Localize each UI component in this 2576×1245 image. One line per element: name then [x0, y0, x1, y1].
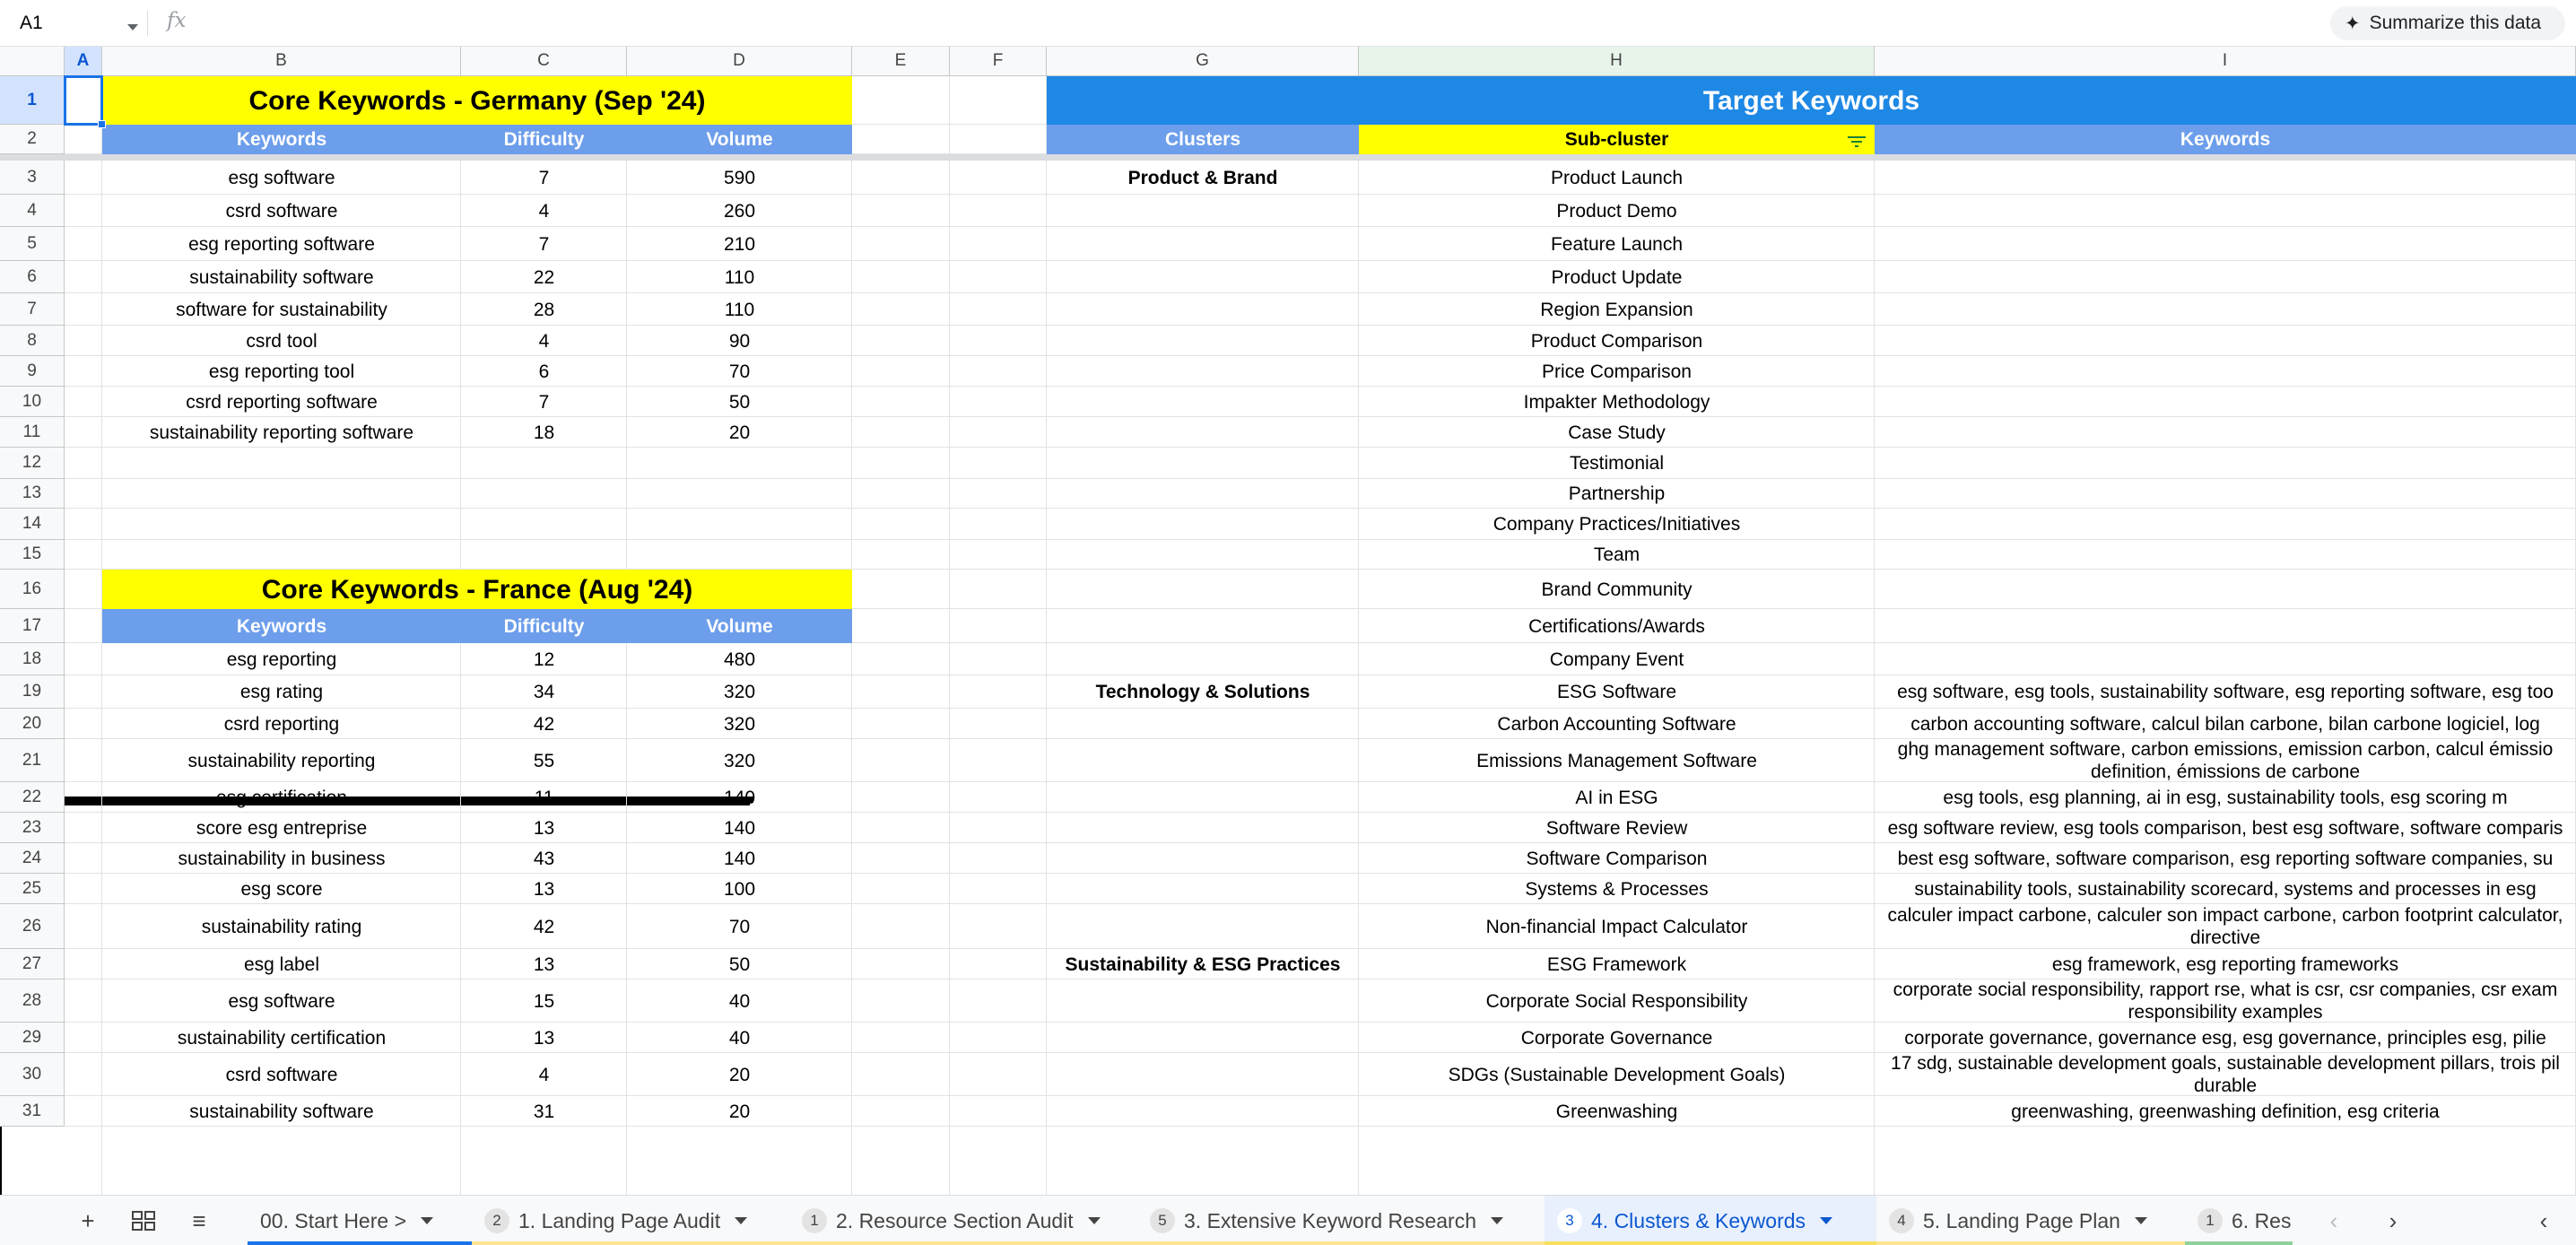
column-header-a[interactable]: A [65, 47, 102, 76]
add-sheet-icon[interactable]: + [81, 1206, 95, 1234]
difficulty-cell[interactable]: 34 [533, 682, 555, 702]
all-sheets-icon[interactable] [129, 1208, 158, 1233]
column-header-f[interactable]: F [950, 47, 1047, 76]
sub-cluster-cell[interactable]: Product Launch [1550, 167, 1684, 188]
tab-label: 6. Res [2232, 1208, 2292, 1232]
target-keywords-cell[interactable]: calculer impact carbone, calculer son impact carbone, carbon footprint calculator, directive [1887, 905, 2563, 948]
difficulty-cell[interactable]: 31 [533, 1101, 555, 1122]
target-keywords-cell[interactable]: carbon accounting software, calcul bilan carbone, bilan carbone logiciel, log [1910, 713, 2540, 735]
filter-icon[interactable] [1848, 132, 1866, 146]
keyword-cell[interactable]: csrd tool [246, 330, 318, 352]
tab-count-badge: 5 [1150, 1208, 1175, 1233]
volume-cell[interactable]: 50 [728, 953, 751, 975]
sub-cluster-cell[interactable]: Product Comparison [1530, 330, 1703, 352]
sub-cluster-cell[interactable]: Certifications/Awards [1528, 615, 1705, 637]
freeze-line[interactable] [0, 154, 2576, 161]
target-keywords-cell[interactable]: esg software review, esg tools comparison, best esg software, software comparis [1887, 817, 2563, 839]
chevron-down-icon[interactable] [1491, 1217, 1503, 1224]
tab-count-badge: 2 [484, 1208, 509, 1233]
table-title-france: Core Keywords - France (Aug '24) [102, 570, 852, 609]
keyword-cell[interactable]: sustainability certification [177, 1027, 387, 1049]
sub-cluster-cell[interactable]: Software Comparison [1526, 848, 1708, 869]
summarize-label: Summarize this data [2369, 13, 2542, 33]
tab-color-underline [1876, 1241, 2185, 1245]
sub-cluster-cell[interactable]: SDGs (Sustainable Development Goals) [1448, 1064, 1786, 1085]
column-label: Volume [627, 125, 852, 154]
difficulty-cell[interactable]: 13 [533, 1027, 555, 1049]
sparkle-icon: ✦ [2345, 13, 2361, 34]
row-header-4[interactable]: 4 [0, 195, 65, 227]
row-header-28[interactable]: 28 [0, 979, 65, 1023]
keyword-cell[interactable]: esg software [228, 167, 335, 188]
target-keywords-cell[interactable]: corporate social responsibility, rapport rse, what is csr, csr companies, csr exam responsibility examples [1893, 979, 2558, 1023]
keyword-cell[interactable]: sustainability software [189, 1101, 374, 1122]
volume-cell[interactable]: 140 [723, 787, 756, 808]
volume-cell[interactable]: 210 [723, 233, 756, 255]
keyword-cell[interactable]: sustainability reporting [187, 750, 376, 771]
summarize-data-button[interactable] [2330, 6, 2565, 40]
row-header-29[interactable]: 29 [0, 1023, 65, 1053]
sub-cluster-cell[interactable]: Case Study [1568, 422, 1666, 443]
table-title-germany: Core Keywords - Germany (Sep '24) [102, 76, 852, 125]
select-all-corner[interactable] [0, 47, 65, 76]
keyword-cell[interactable]: esg label [243, 953, 320, 975]
keyword-cell[interactable]: esg certification [216, 787, 347, 808]
tab-color-underline [789, 1241, 1137, 1245]
formula-bar [0, 0, 2576, 47]
column-header-i[interactable]: I [1875, 47, 2576, 76]
tab-color-underline [1545, 1241, 1876, 1245]
difficulty-cell[interactable]: 42 [533, 713, 555, 735]
sheet-tab[interactable] [1545, 1196, 1876, 1245]
sheet-tab[interactable] [472, 1196, 789, 1245]
keyword-cell[interactable]: sustainability software [189, 266, 374, 288]
row-header-30[interactable]: 30 [0, 1053, 65, 1096]
chevron-left-icon[interactable]: ‹ [2329, 1206, 2338, 1234]
volume-cell[interactable]: 100 [723, 878, 756, 900]
sub-cluster-cell[interactable]: Feature Launch [1550, 233, 1684, 255]
sub-cluster-cell[interactable]: Price Comparison [1542, 361, 1692, 382]
target-keywords-cell[interactable]: sustainability tools, sustainability scorecard, systems and processes in esg [1914, 878, 2537, 900]
row-header-21[interactable]: 21 [0, 739, 65, 782]
target-keywords-cell[interactable]: greenwashing, greenwashing definition, esg criteria [2011, 1101, 2440, 1122]
row-header-26[interactable]: 26 [0, 904, 65, 949]
row-header-3[interactable]: 3 [0, 161, 65, 195]
sub-cluster-cell[interactable]: Region Expansion [1540, 299, 1693, 320]
sub-cluster-cell[interactable]: Corporate Governance [1520, 1027, 1713, 1049]
tab-count-badge: 1 [802, 1208, 827, 1233]
row-header-13[interactable]: 13 [0, 479, 65, 509]
chevron-down-icon[interactable] [1820, 1217, 1832, 1224]
column-header-b[interactable]: B [102, 47, 461, 76]
sub-cluster-cell[interactable]: Brand Community [1541, 579, 1693, 600]
cluster-cell[interactable]: Sustainability & ESG Practices [1065, 953, 1341, 975]
sub-cluster-cell[interactable]: Company Practices/Initiatives [1493, 514, 1741, 535]
difficulty-cell[interactable]: 6 [538, 361, 550, 382]
difficulty-cell[interactable]: 13 [533, 953, 555, 975]
difficulty-cell[interactable]: 22 [533, 266, 555, 288]
tab-label: 1. Landing Page Audit [518, 1208, 721, 1232]
keyword-cell[interactable]: software for sustainability [176, 299, 387, 320]
volume-cell[interactable]: 320 [723, 713, 756, 735]
name-box[interactable] [9, 7, 144, 39]
volume-cell[interactable]: 50 [728, 391, 751, 413]
volume-cell[interactable]: 320 [723, 750, 756, 771]
column-gridline [1046, 76, 1047, 1195]
difficulty-cell[interactable]: 18 [533, 422, 555, 443]
sub-cluster-cell[interactable]: Software Review [1545, 817, 1688, 839]
column-header-e[interactable]: E [852, 47, 950, 76]
cluster-cell[interactable]: Product & Brand [1127, 167, 1278, 188]
chevron-down-icon[interactable] [421, 1217, 433, 1224]
header-label: Sub-cluster [1564, 129, 1669, 150]
row-header-20[interactable]: 20 [0, 709, 65, 739]
difficulty-cell[interactable]: 7 [538, 391, 550, 413]
difficulty-cell[interactable]: 42 [533, 916, 555, 937]
tab-color-underline [1137, 1241, 1545, 1245]
column-header-c[interactable]: C [461, 47, 627, 76]
volume-cell[interactable]: 70 [728, 916, 751, 937]
target-keywords-cell[interactable]: 17 sdg, sustainable development goals, sustainable development pillars, trois pil durable [1891, 1053, 2560, 1096]
tab-label: 00. Start Here > [260, 1208, 406, 1232]
volume-cell[interactable]: 110 [724, 299, 755, 320]
volume-cell[interactable]: 40 [728, 990, 751, 1012]
column-header-g[interactable]: G [1047, 47, 1359, 76]
active-cell-a1[interactable] [64, 75, 103, 126]
row-header-7[interactable]: 7 [0, 293, 65, 326]
keyword-cell[interactable]: esg reporting software [188, 233, 375, 255]
header-label: Keywords [2180, 129, 2271, 150]
fx-icon: fx [167, 9, 187, 32]
row-header-17[interactable]: 17 [0, 609, 65, 643]
sub-cluster-cell[interactable]: ESG Software [1556, 682, 1677, 702]
difficulty-cell[interactable]: 13 [533, 817, 555, 839]
volume-cell[interactable]: 140 [723, 817, 756, 839]
row-header-1[interactable]: 1 [0, 76, 65, 125]
column-label: Keywords [102, 125, 461, 154]
keyword-cell[interactable]: csrd reporting [223, 713, 340, 735]
sub-cluster-cell[interactable]: Carbon Accounting Software [1497, 713, 1736, 735]
volume-cell[interactable]: 90 [728, 330, 751, 352]
sub-cluster-cell[interactable]: Testimonial [1569, 453, 1665, 474]
sub-cluster-cell[interactable]: Emissions Management Software [1476, 750, 1757, 771]
fill-handle[interactable] [98, 120, 106, 128]
row-header-5[interactable]: 5 [0, 227, 65, 261]
row-header-27[interactable]: 27 [0, 949, 65, 979]
row-gridline [65, 508, 2576, 509]
volume-cell[interactable]: 70 [728, 361, 751, 382]
target-keywords-cell[interactable]: corporate governance, governance esg, esg governance, principles esg, pilie [1904, 1027, 2546, 1049]
tab-color-underline [472, 1241, 789, 1245]
chevron-down-icon[interactable] [2135, 1217, 2147, 1224]
keyword-cell[interactable]: score esg entreprise [196, 817, 368, 839]
row-header-31[interactable]: 31 [0, 1096, 65, 1127]
difficulty-cell[interactable]: 12 [533, 649, 555, 670]
sheet-tab-bar [0, 1195, 2576, 1245]
column-label: Difficulty [461, 609, 627, 643]
keyword-cell[interactable]: sustainability rating [201, 916, 362, 937]
volume-cell[interactable]: 480 [723, 649, 756, 670]
difficulty-cell[interactable]: 11 [534, 787, 554, 808]
volume-cell[interactable]: 260 [723, 200, 756, 222]
difficulty-cell[interactable]: 7 [538, 233, 550, 255]
target-title: Target Keywords [1047, 76, 2576, 125]
row-header-14[interactable]: 14 [0, 509, 65, 540]
volume-cell[interactable]: 140 [723, 848, 756, 869]
sub-cluster-cell[interactable]: Product Demo [1556, 200, 1677, 222]
target-keywords-cell[interactable]: esg tools, esg planning, ai in esg, sustainability tools, esg scoring m [1943, 787, 2508, 808]
target-keywords-cell[interactable]: esg software, esg tools, sustainability software, esg reporting software, esg too [1897, 682, 2554, 702]
row-header-11[interactable]: 11 [0, 417, 65, 448]
difficulty-cell[interactable]: 4 [538, 1064, 550, 1085]
tab-label: 4. Clusters & Keywords [1591, 1208, 1806, 1232]
row-header-10[interactable]: 10 [0, 387, 65, 417]
difficulty-cell[interactable]: 4 [538, 330, 550, 352]
row-header-6[interactable]: 6 [0, 261, 65, 293]
target-keywords-cell[interactable]: ghg management software, carbon emissions, emission carbon, calcul émissio definition, émissions de carbone [1897, 739, 2554, 782]
column-gridline [949, 76, 950, 1195]
row-header-2[interactable]: 2 [0, 125, 65, 154]
sub-cluster-cell[interactable]: Product Update [1551, 266, 1683, 288]
sheet-tab[interactable] [1876, 1196, 2185, 1245]
header-label: Clusters [1164, 129, 1241, 150]
sub-cluster-cell[interactable]: Systems & Processes [1525, 878, 1709, 900]
column-label: Difficulty [461, 125, 627, 154]
difficulty-cell[interactable]: 13 [533, 878, 555, 900]
sub-cluster-cell[interactable]: Corporate Social Responsibility [1485, 990, 1748, 1012]
row-header-12[interactable]: 12 [0, 448, 65, 479]
volume-cell[interactable]: 590 [723, 167, 756, 188]
sub-cluster-cell[interactable]: Team [1593, 544, 1640, 565]
sheet-tab[interactable] [2185, 1196, 2293, 1245]
target-keywords-cell[interactable]: esg framework, esg reporting frameworks [2051, 953, 2399, 975]
volume-cell[interactable]: 20 [728, 1101, 751, 1122]
sub-cluster-header[interactable] [1359, 125, 1875, 154]
keyword-cell[interactable]: esg score [240, 878, 323, 900]
sub-cluster-cell[interactable]: Greenwashing [1555, 1101, 1678, 1122]
tab-label: 3. Extensive Keyword Research [1184, 1208, 1476, 1232]
volume-cell[interactable]: 320 [723, 682, 756, 702]
chevron-right-icon[interactable]: › [2389, 1206, 2398, 1234]
sheet-tab[interactable] [789, 1196, 1137, 1245]
column-header-h[interactable]: H [1359, 47, 1875, 76]
tab-color-underline [248, 1241, 472, 1245]
menu-icon[interactable]: ≡ [192, 1206, 206, 1234]
cluster-cell[interactable]: Technology & Solutions [1095, 682, 1310, 702]
column-label [1047, 125, 1359, 154]
row-header-8[interactable]: 8 [0, 326, 65, 356]
volume-cell[interactable]: 40 [728, 1027, 751, 1049]
row-header-16[interactable]: 16 [0, 570, 65, 609]
row-header-23[interactable]: 23 [0, 813, 65, 843]
sub-cluster-cell[interactable]: ESG Framework [1546, 953, 1687, 975]
difficulty-cell[interactable]: 28 [533, 299, 555, 320]
sheet-tab[interactable] [248, 1196, 472, 1245]
chevron-down-icon[interactable] [127, 24, 138, 30]
chevron-down-icon[interactable] [735, 1217, 747, 1224]
sheet-tab[interactable] [1137, 1196, 1545, 1245]
sub-cluster-cell[interactable]: Company Event [1549, 649, 1684, 670]
difficulty-cell[interactable]: 43 [533, 848, 555, 869]
column-label: Keywords [102, 609, 461, 643]
row-gridline [65, 539, 2576, 540]
keyword-cell[interactable]: csrd reporting software [186, 391, 378, 413]
row-header-19[interactable]: 19 [0, 675, 65, 709]
sub-cluster-cell[interactable]: Non-financial Impact Calculator [1485, 916, 1748, 937]
target-keywords-cell[interactable]: best esg software, software comparison, esg reporting software companies, su [1897, 848, 2554, 869]
row-header-18[interactable]: 18 [0, 643, 65, 675]
keyword-cell[interactable]: sustainability reporting software [149, 422, 414, 443]
row-header-9[interactable]: 9 [0, 356, 65, 387]
divider [147, 11, 148, 36]
row-header-22[interactable]: 22 [0, 782, 65, 813]
keyword-cell[interactable]: esg rating [239, 682, 324, 702]
tab-label: 5. Landing Page Plan [1923, 1208, 2120, 1232]
volume-cell[interactable]: 20 [728, 1064, 751, 1085]
column-label: Volume [627, 609, 852, 643]
column-header-d[interactable]: D [627, 47, 852, 76]
volume-cell[interactable]: 110 [724, 266, 755, 288]
difficulty-cell[interactable]: 15 [533, 990, 555, 1012]
sub-cluster-cell[interactable]: Partnership [1568, 483, 1666, 504]
difficulty-cell[interactable]: 4 [538, 200, 550, 222]
difficulty-cell[interactable]: 55 [533, 750, 555, 771]
row-header-15[interactable]: 15 [0, 540, 65, 570]
sub-cluster-cell[interactable]: Impakter Methodology [1523, 391, 1710, 413]
tab-count-badge: 3 [1557, 1208, 1582, 1233]
keyword-cell[interactable]: csrd software [225, 1064, 338, 1085]
column-label [1875, 125, 2576, 154]
row-header-25[interactable]: 25 [0, 874, 65, 904]
tab-color-underline [2185, 1241, 2293, 1245]
keyword-cell[interactable]: csrd software [225, 200, 338, 222]
keyword-cell[interactable]: sustainability in business [178, 848, 386, 869]
keyword-cell[interactable]: esg software [228, 990, 335, 1012]
volume-cell[interactable]: 20 [728, 422, 751, 443]
difficulty-cell[interactable]: 7 [538, 167, 550, 188]
sub-cluster-cell[interactable]: AI in ESG [1575, 787, 1658, 808]
row-gridline [65, 478, 2576, 479]
name-box-value: A1 [20, 13, 43, 33]
tab-count-badge: 4 [1889, 1208, 1914, 1233]
tab-label: 2. Resource Section Audit [836, 1208, 1074, 1232]
keyword-cell[interactable]: esg reporting tool [208, 361, 355, 382]
tab-count-badge: 1 [2197, 1208, 2223, 1233]
collapse-icon[interactable]: ‹ [2539, 1206, 2548, 1234]
keyword-cell[interactable]: esg reporting [226, 649, 337, 670]
chevron-down-icon[interactable] [1088, 1217, 1101, 1224]
row-header-24[interactable]: 24 [0, 843, 65, 874]
